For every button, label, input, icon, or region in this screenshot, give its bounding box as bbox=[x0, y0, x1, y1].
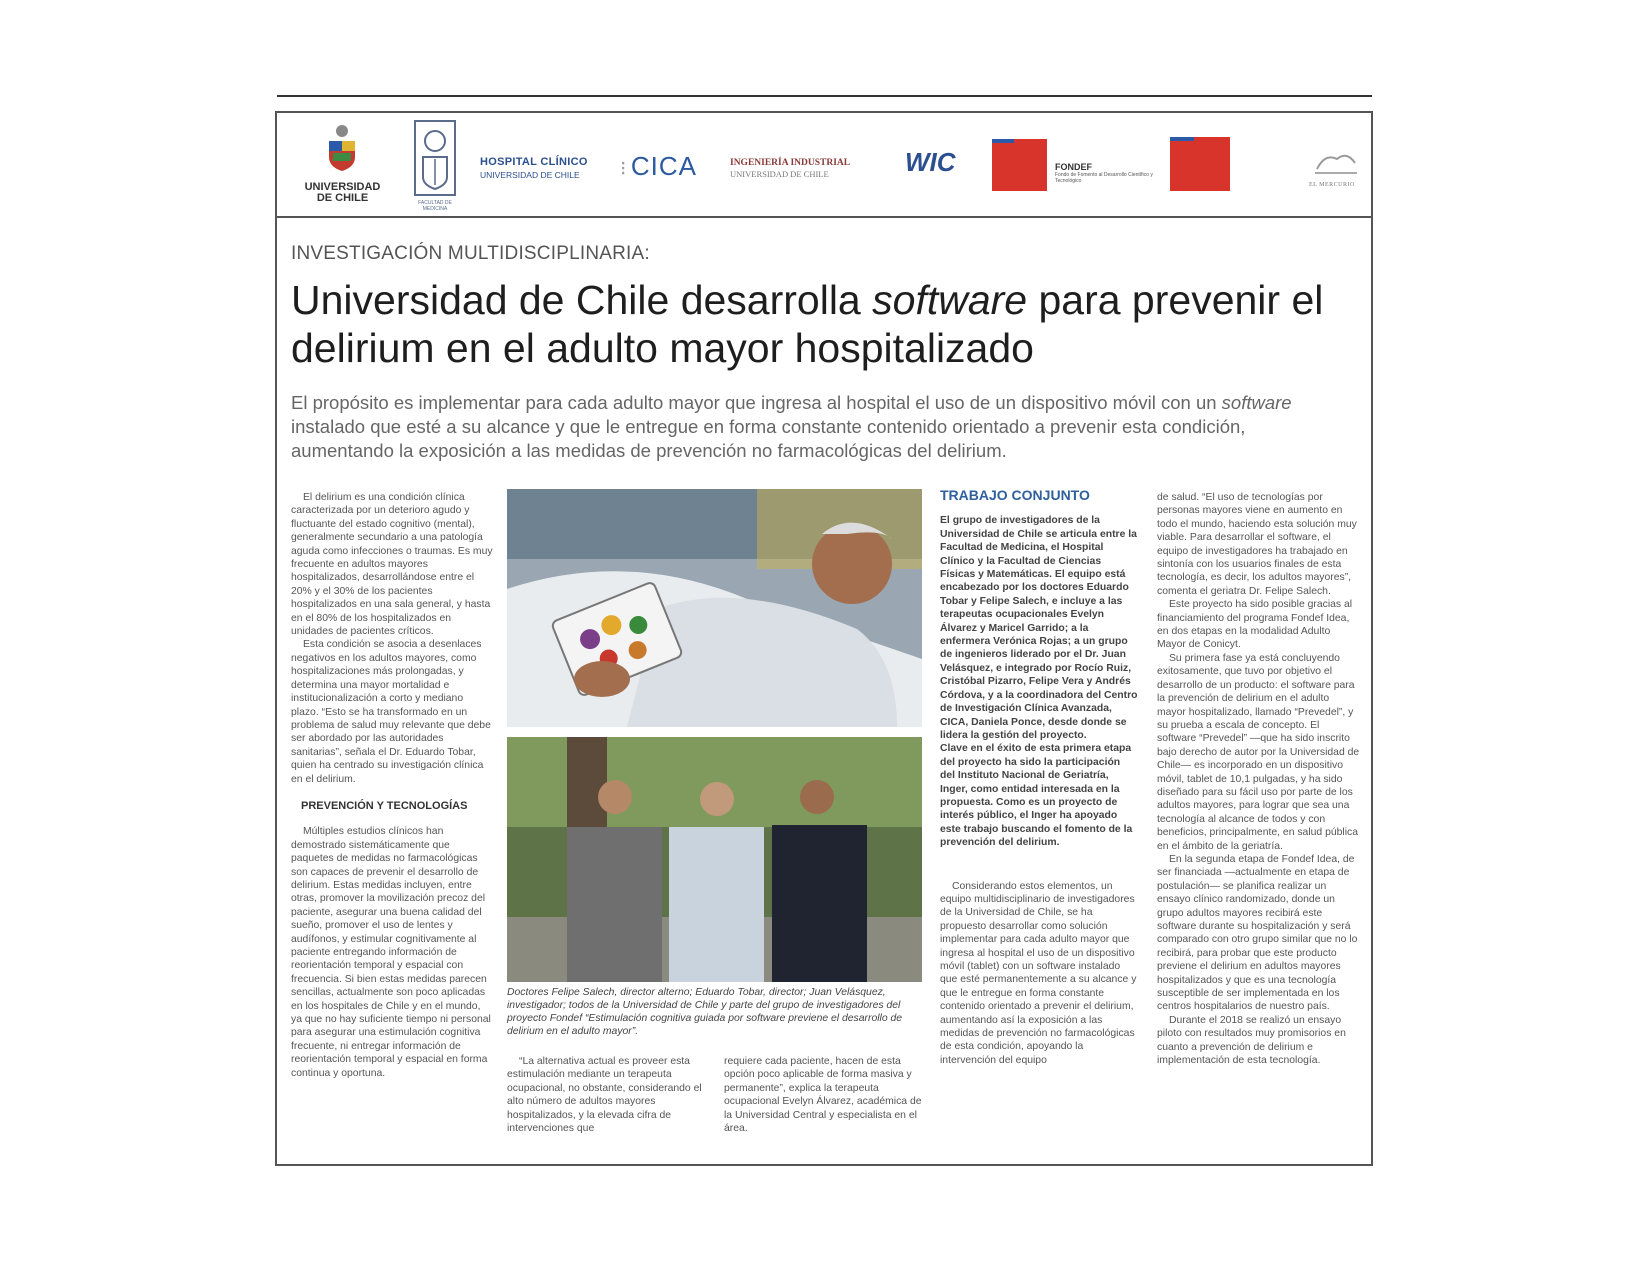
cica-logo bbox=[620, 153, 712, 181]
col5-paragraph: Su primera fase ya está concluyendo exitosamente, que tuvo por objetivo el desarrollo de un producto: el software para la prevención de delirium en el adulto mayor hospitalizado, llamado “Prevedel”, y su prueba a escala de concepto. El software “Prevedel” —que ha sido inscrito bajo derecho de autor por la Universidad de Chile— es incorporado en un dispositivo móvil, tablet de 10,1 pulgadas, y ha sido diseñado para su fácil uso por parte de los adultos mayores, para lograr que sea una tecnología al alcance de todos y con beneficios, principalmente, en salud pública en el ámbito de la geriatría. bbox=[1157, 652, 1360, 852]
article-deck: El propósito es implementar para cada adulto mayor que ingresa al hospital el uso de un dispositivo móvil con un software instalado que esté a su alcance y que le entregue en forma constante contenido orientado a prevenir esta condición, aumentando la exposición a las medidas de prevención no farmacológicas del delirium. bbox=[291, 392, 1292, 461]
wic-logo bbox=[905, 149, 970, 175]
ingenieria-wordmark: INGENIERÍA INDUSTRIAL bbox=[730, 158, 851, 168]
col5-paragraph: de salud. “El uso de tecnologías por personas mayores viene en aumento en todo el mundo, haciendo esta solución muy viable. Para desarrollar el software, el equipo de investigadores ha trabajado en sintonía con los usuarios finales de esta tecnología, es decir, los adultos mayores”, comenta el geriatra Dr. Felipe Salech. bbox=[1157, 492, 1357, 597]
uchile-crest-icon bbox=[295, 119, 390, 177]
medicina-wordmark: FACULTAD DE MEDICINA bbox=[418, 200, 452, 212]
column-3 bbox=[724, 1055, 922, 1135]
col5-paragraph: Durante el 2018 se realizó un ensayo piloto con resultados muy promisorios en cuanto a prevención de delirium e implementación de esta tecnología. bbox=[1157, 1014, 1346, 1067]
article-headline: Universidad de Chile desarrolla software para prevenir el delirium en el adulto mayor hospitalizado bbox=[291, 277, 1324, 371]
fondef-wordmark: FONDEF bbox=[1055, 162, 1092, 172]
ingenieria-sub: UNIVERSIDAD DE CHILE bbox=[730, 169, 829, 179]
col1-paragraph: Esta condición se asocia a desenlaces negativos en los adultos mayores, como hospitalizaciones más prolongadas, y determina una mayor mortalidad e institucionalización a corto y mediano plazo. “Esto se ha transformado en un problema de salud muy relevante que debe ser abordado por las autoridades sanitarias”, señala el Dr. Eduardo Tobar, quien ha centrado su investigación clínica en el delirium. bbox=[291, 639, 491, 785]
researchers-image bbox=[507, 737, 922, 982]
subhead-prevencion: PREVENCIÓN Y TECNOLOGÍAS bbox=[301, 799, 468, 812]
col5-paragraph: En la segunda etapa de Fondef Idea, de ser financiada —actualmente en etapa de postulación— se planifica realizar un ensayo clínico randomizado, donde un grupo adultos mayores recibirá este software durante su hospitalización y será comparado con otro grupo similar que no lo recibirá, para probar que este producto previene el delirium en adultos mayores hospitalizados y que es una tecnología susceptible de ser implementada en los centros hospitalarios de nuestro país. bbox=[1157, 853, 1358, 1013]
hospital-wordmark: HOSPITAL CLÍNICO bbox=[480, 156, 588, 168]
wic-wordmark: WIC bbox=[905, 147, 956, 177]
column-1 bbox=[291, 491, 493, 1080]
medicina-logo bbox=[409, 119, 461, 212]
gobierno-flag-icon-2 bbox=[1170, 137, 1194, 141]
col3-paragraph: requiere cada paciente, hacen de esta opción poco aplicable de forma masiva y permanente”, explica la terapeuta ocupacional Evelyn Álvarez, académica de la Universidad Central y especialista en el área. bbox=[724, 1056, 922, 1135]
photo-patient-tablet bbox=[507, 489, 922, 727]
newspaper-clipping bbox=[275, 111, 1373, 1166]
photo-researchers bbox=[507, 737, 922, 982]
col4-paragraph: Considerando estos elementos, un equipo multidisciplinario de investigadores de la Universidad de Chile, se ha propuesto desarrollar como solución implementar para cada adulto mayor que ingresa al hospital el uso de un dispositivo móvil (tablet) con un software instalado que esté permanentemente a su alcance y que le entregue en forma constante contenido orientado a prevenir el delirium, aumentando así la exposición a las medidas de prevención no farmacológicas de esta condición, apoyando la intervención del equipo bbox=[940, 880, 1137, 1066]
cica-swirl-icon: ⁝ bbox=[620, 158, 627, 180]
headline-italic: software bbox=[872, 277, 1028, 323]
gobierno-flag-stripe bbox=[1014, 139, 1047, 143]
column-4 bbox=[940, 489, 1138, 1067]
ingenieria-logo bbox=[730, 158, 890, 179]
col1-paragraph: Múltiples estudios clínicos han demostrado sistemáticamente que paquetes de medidas no farmacológicas son capaces de prevenir el desarrollo de delirium. Estas medidas incluyen, entre otras, promover la movilización precoz del paciente, asegurar una buena calidad del sueño, promover el uso de lentes y audífonos, y estimular cognitivamente al paciente entregando información de reorientación temporal y espacial con frecuencia. Si bien estas medidas parecen sencillas, actualmente son poco aplicadas en los hospitales de Chile y en el mundo, ya que no hay suficiente tiempo ni personal para asegurar una estimulación cognitiva frecuente, ni entregar información de reorientación temporal y espacial en forma continua y oportuna. bbox=[291, 826, 491, 1079]
deck-italic: software bbox=[1221, 392, 1292, 413]
cica-wordmark: CICA bbox=[630, 151, 697, 181]
article-kicker: INVESTIGACIÓN MULTIDISCIPLINARIA: bbox=[291, 243, 650, 264]
subhead-trabajo-conjunto: TRABAJO CONJUNTO bbox=[940, 487, 1090, 503]
col1-paragraph: El delirium es una condición clínica caracterizada por un deterioro agudo y fluctuante del estado cognitivo (mental), generalmente secundario a una patología aguda como infecciones o traumas. Es muy frecuente en adultos mayores hospitalizados, desarrollándose entre el 20% y el 30% de los pacientes hospitalizados en una sala general, y hasta en el 80% de los hospitalizados en unidades de pacientes críticos. bbox=[291, 492, 493, 638]
column-5 bbox=[1157, 491, 1360, 1067]
fondef-logo bbox=[1055, 163, 1165, 184]
top-rule bbox=[277, 95, 1372, 97]
el-mercurio-logo bbox=[1309, 149, 1364, 188]
col4-bold-paragraph: Clave en el éxito de esta primera etapa del proyecto ha sido la participación del Instituto Nacional de Geriatría, Inger, como entidad interesada en la propuesta. Como es un proyecto de interés público, el Inger ha apoyado este trabajo buscando el fomento de la prevención del delirium. bbox=[940, 743, 1133, 849]
medicina-seal-icon bbox=[409, 119, 461, 199]
logo-strip bbox=[277, 113, 1371, 218]
mercurio-emblem-icon bbox=[1309, 149, 1364, 177]
col4-bold-paragraph: El grupo de investigadores de la Universidad de Chile se articula entre la Facultad de Medicina, el Hospital Clínico y la Facultad de Ciencias Físicas y Matemáticas. El equipo está encabezado por los doctores Eduardo Tobar y Felipe Salech, e incluye a las terapeutas ocupacionales Evelyn Álvarez y Maricel Garrido; a la enfermera Verónica Rojas; a un grupo de ingenieros liderado por el Dr. Juan Velásquez, e integrado por Rocío Ruiz, Cristóbal Pizarro, Felipe Vera y Andrés Córdova, y a la coordinadora del Centro de Investigación Clínica Avanzada, CICA, Daniela Ponce, desde donde se lidera la gestión del proyecto. bbox=[940, 515, 1138, 741]
gobierno-flag-icon bbox=[992, 139, 1014, 143]
fondef-sub: Fondo de Fomento al Desarrollo Científico y Tecnológico bbox=[1055, 172, 1153, 184]
mercurio-wordmark: EL MERCURIO bbox=[1309, 182, 1355, 188]
column-2 bbox=[507, 1055, 702, 1135]
hospital-sub: UNIVERSIDAD DE CHILE bbox=[480, 170, 580, 180]
gobierno-logo-1 bbox=[992, 139, 1047, 191]
col5-paragraph: Este proyecto ha sido posible gracias al financiamiento del programa Fondef Idea, en dos etapas en la modalidad Adulto Mayor de Conicyt. bbox=[1157, 599, 1353, 651]
hospital-clinico-logo bbox=[480, 157, 610, 180]
col2-paragraph: “La alternativa actual es proveer esta estimulación mediante un terapeuta ocupacional, no obstante, considerando el alto número de adultos mayores hospitalizados, y la elevada cifra de intervenciones que bbox=[507, 1056, 702, 1135]
gobierno-logo-2 bbox=[1170, 137, 1230, 191]
patient-tablet-image bbox=[507, 489, 922, 727]
photo-caption: Doctores Felipe Salech, director alterno; Eduardo Tobar, director; Juan Velásquez, investigador; todos de la Universidad de Chile y parte del grupo de investigadores del proyecto Fondef “Estimulación cognitiva guiada por software previene el desarrollo de delirium en el adulto mayor”. bbox=[507, 987, 903, 1037]
uchile-wordmark: UNIVERSIDAD DE CHILE bbox=[304, 181, 381, 204]
uchile-logo bbox=[295, 119, 390, 209]
